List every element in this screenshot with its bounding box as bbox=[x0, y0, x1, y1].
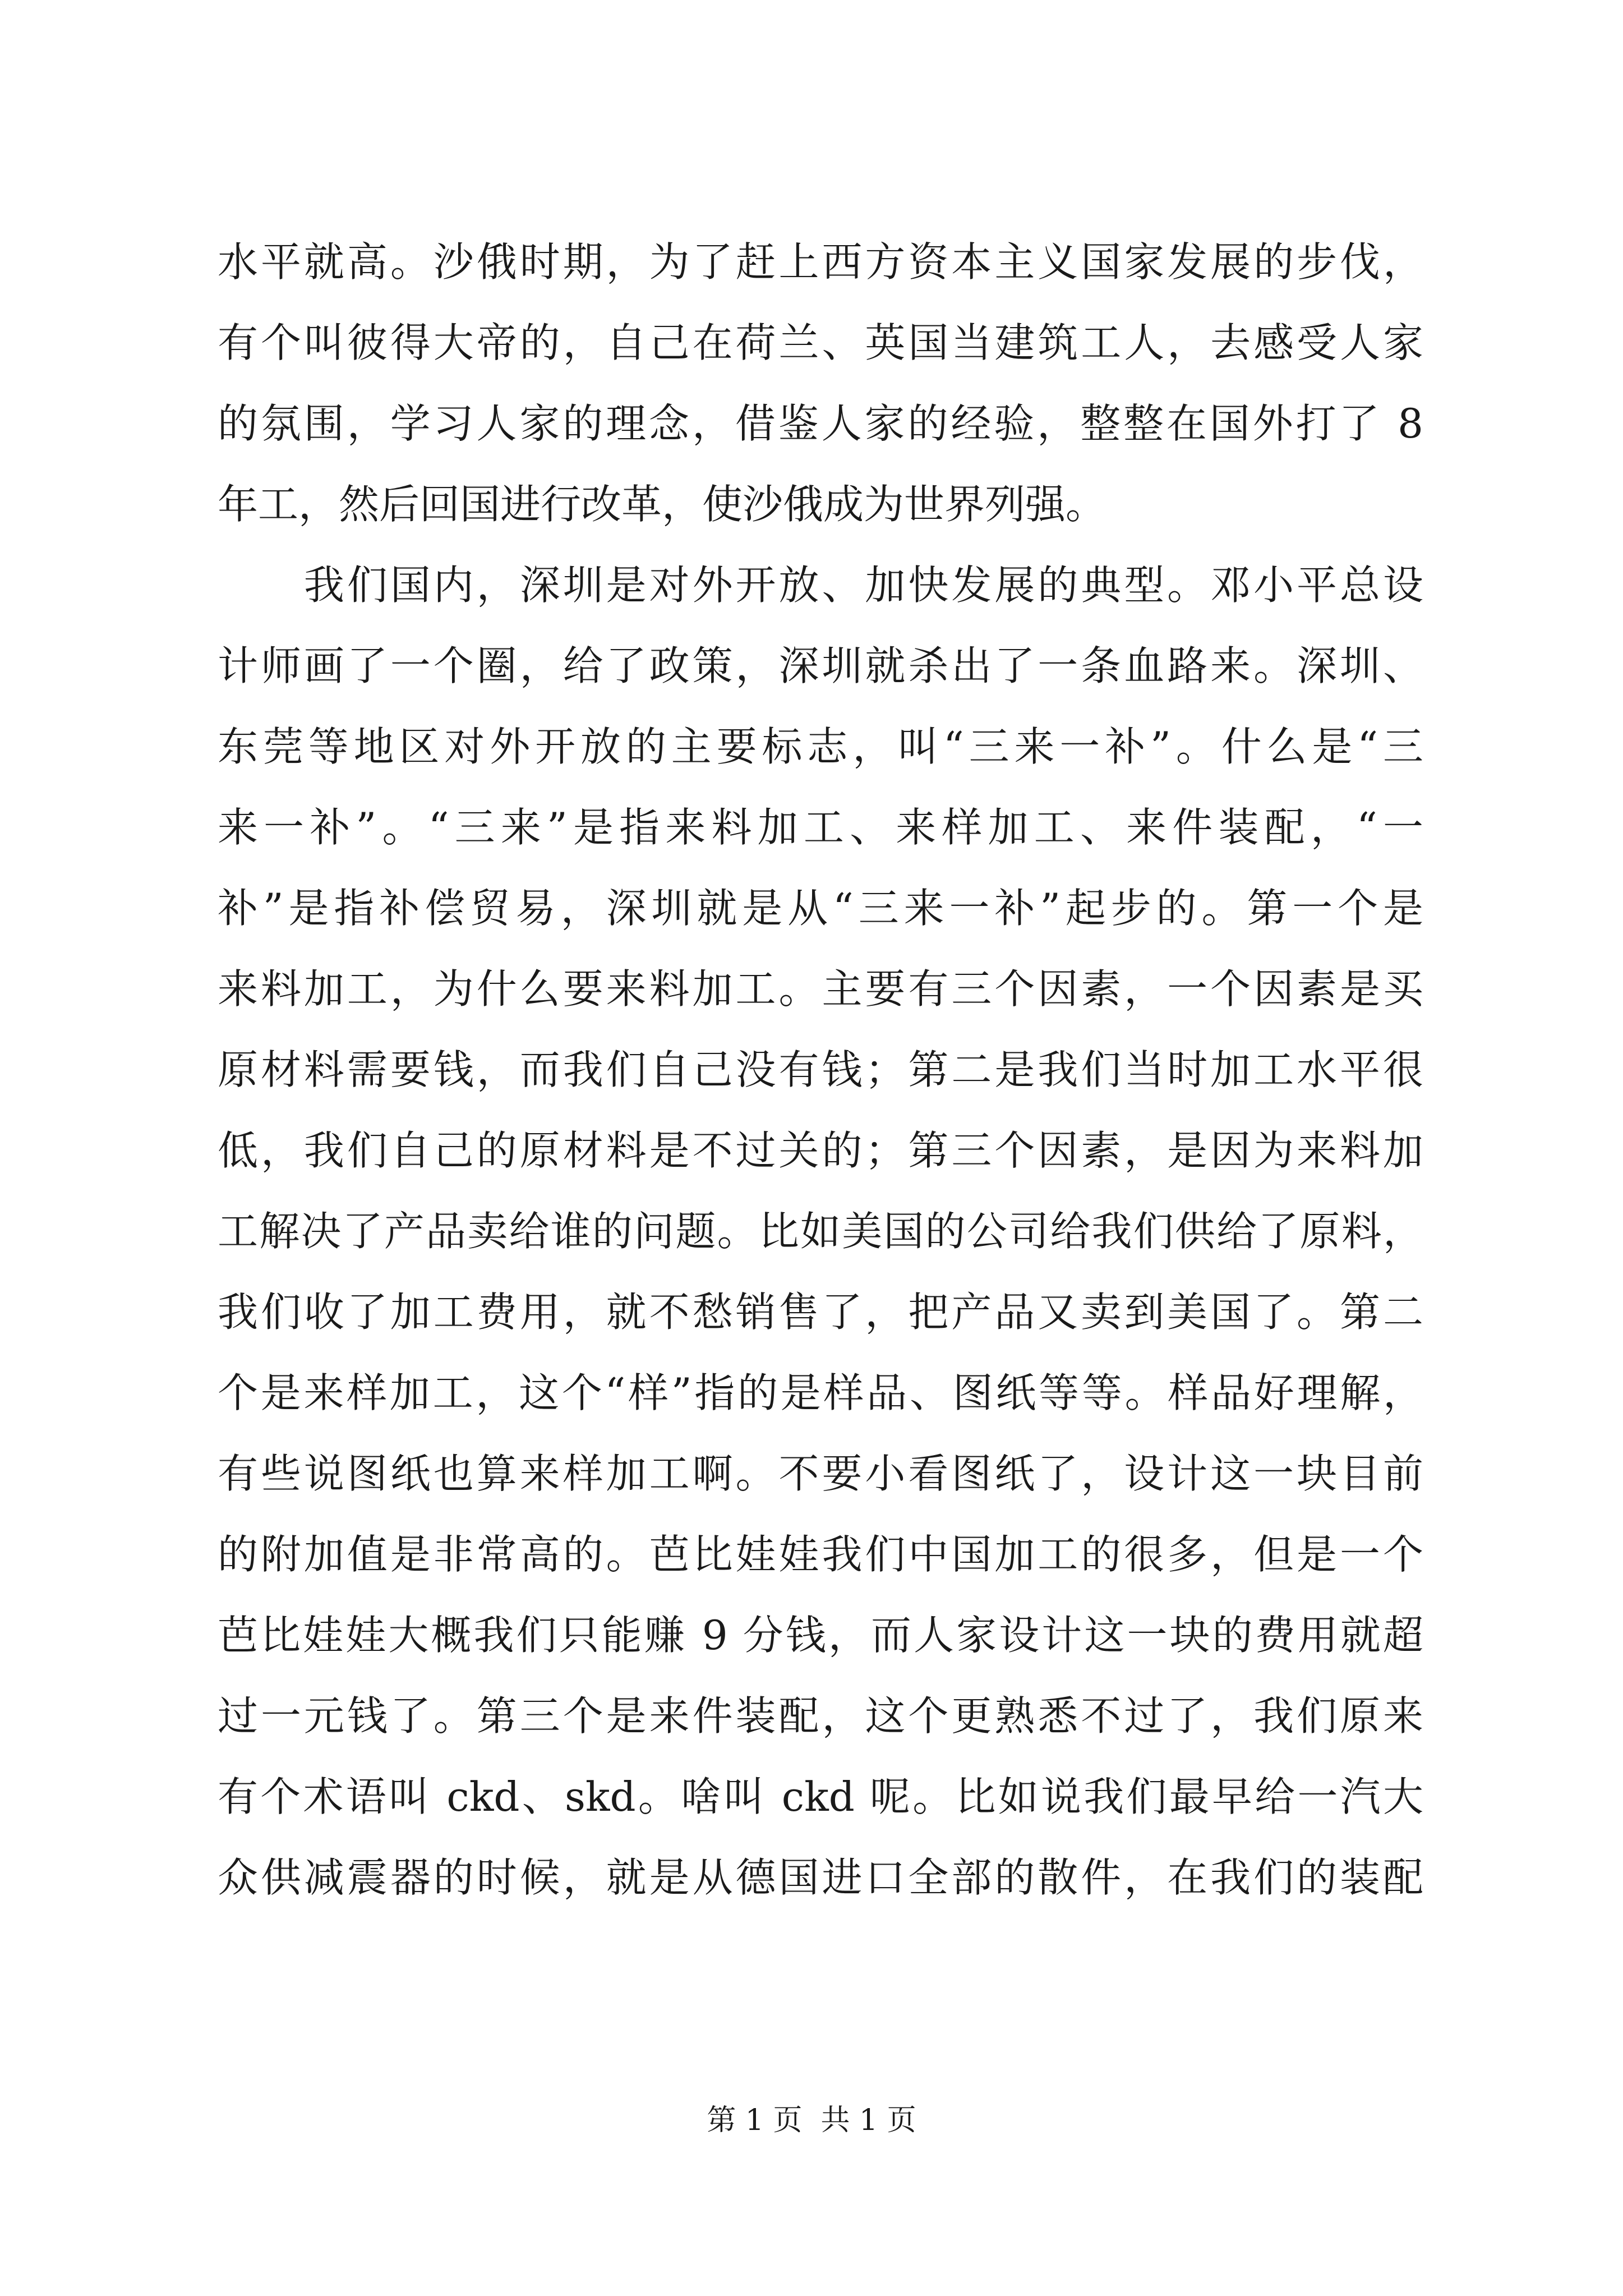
paragraph-1 bbox=[218, 222, 1423, 545]
text-line: 东莞等地区对外开放的主要标志，叫“三来一补”。什么是“三 bbox=[218, 723, 1423, 770]
text-line: 有些说图纸也算来样加工啊。不要小看图纸了，设计这一块目前 bbox=[218, 1450, 1423, 1497]
text-line: 年工，然后回国进行改革，使沙俄成为世界列强。 bbox=[218, 481, 1106, 528]
text-line: 原材料需要钱，而我们自己没有钱；第二是我们当时加工水平很 bbox=[218, 1046, 1423, 1093]
text-line: 众供减震器的时候，就是从德国进口全部的散件，在我们的装配 bbox=[218, 1854, 1423, 1901]
text-line: 水平就高。沙俄时期，为了赶上西方资本主义国家发展的步伐， bbox=[218, 238, 1423, 286]
document-body bbox=[218, 222, 1423, 1918]
paragraph-2 bbox=[218, 545, 1423, 1918]
page-number: 第 1 页 共 1 页 bbox=[707, 2104, 916, 2137]
text-line: 的附加值是非常高的。芭比娃娃我们中国加工的很多，但是一个 bbox=[218, 1531, 1423, 1578]
text-line: 低，我们自己的原材料是不过关的；第三个因素，是因为来料加 bbox=[218, 1127, 1423, 1174]
text-line: 我们国内，深圳是对外开放、加快发展的典型。邓小平总设 bbox=[218, 562, 1423, 609]
text-line: 有个叫彼得大帝的，自己在荷兰、英国当建筑工人，去感受人家 bbox=[218, 319, 1423, 366]
text-line: 计师画了一个圈，给了政策，深圳就杀出了一条血路来。深圳、 bbox=[218, 642, 1423, 689]
text-line: 芭比娃娃大概我们只能赚 9 分钱，而人家设计这一块的费用就超 bbox=[218, 1612, 1423, 1659]
text-line: 个是来样加工，这个“样”指的是样品、图纸等等。样品好理解， bbox=[218, 1369, 1423, 1416]
text-line: 有个术语叫 ckd、skd。啥叫 ckd 呢。比如说我们最早给一汽大 bbox=[218, 1773, 1423, 1820]
text-line: 来一补”。“三来”是指来料加工、来样加工、来件装配，“一 bbox=[218, 804, 1423, 851]
text-line: 工解决了产品卖给谁的问题。比如美国的公司给我们供给了原料， bbox=[218, 1208, 1423, 1255]
text-line: 补”是指补偿贸易，深圳就是从“三来一补”起步的。第一个是 bbox=[218, 885, 1423, 932]
text-line: 来料加工，为什么要来料加工。主要有三个因素，一个因素是买 bbox=[218, 965, 1423, 1013]
text-line: 过一元钱了。第三个是来件装配，这个更熟悉不过了，我们原来 bbox=[218, 1692, 1423, 1740]
text-line: 我们收了加工费用，就不愁销售了，把产品又卖到美国了。第二 bbox=[218, 1289, 1423, 1336]
page-footer bbox=[0, 2098, 1623, 2143]
text-line: 的氛围，学习人家的理念，借鉴人家的经验，整整在国外打了 8 bbox=[218, 400, 1423, 447]
